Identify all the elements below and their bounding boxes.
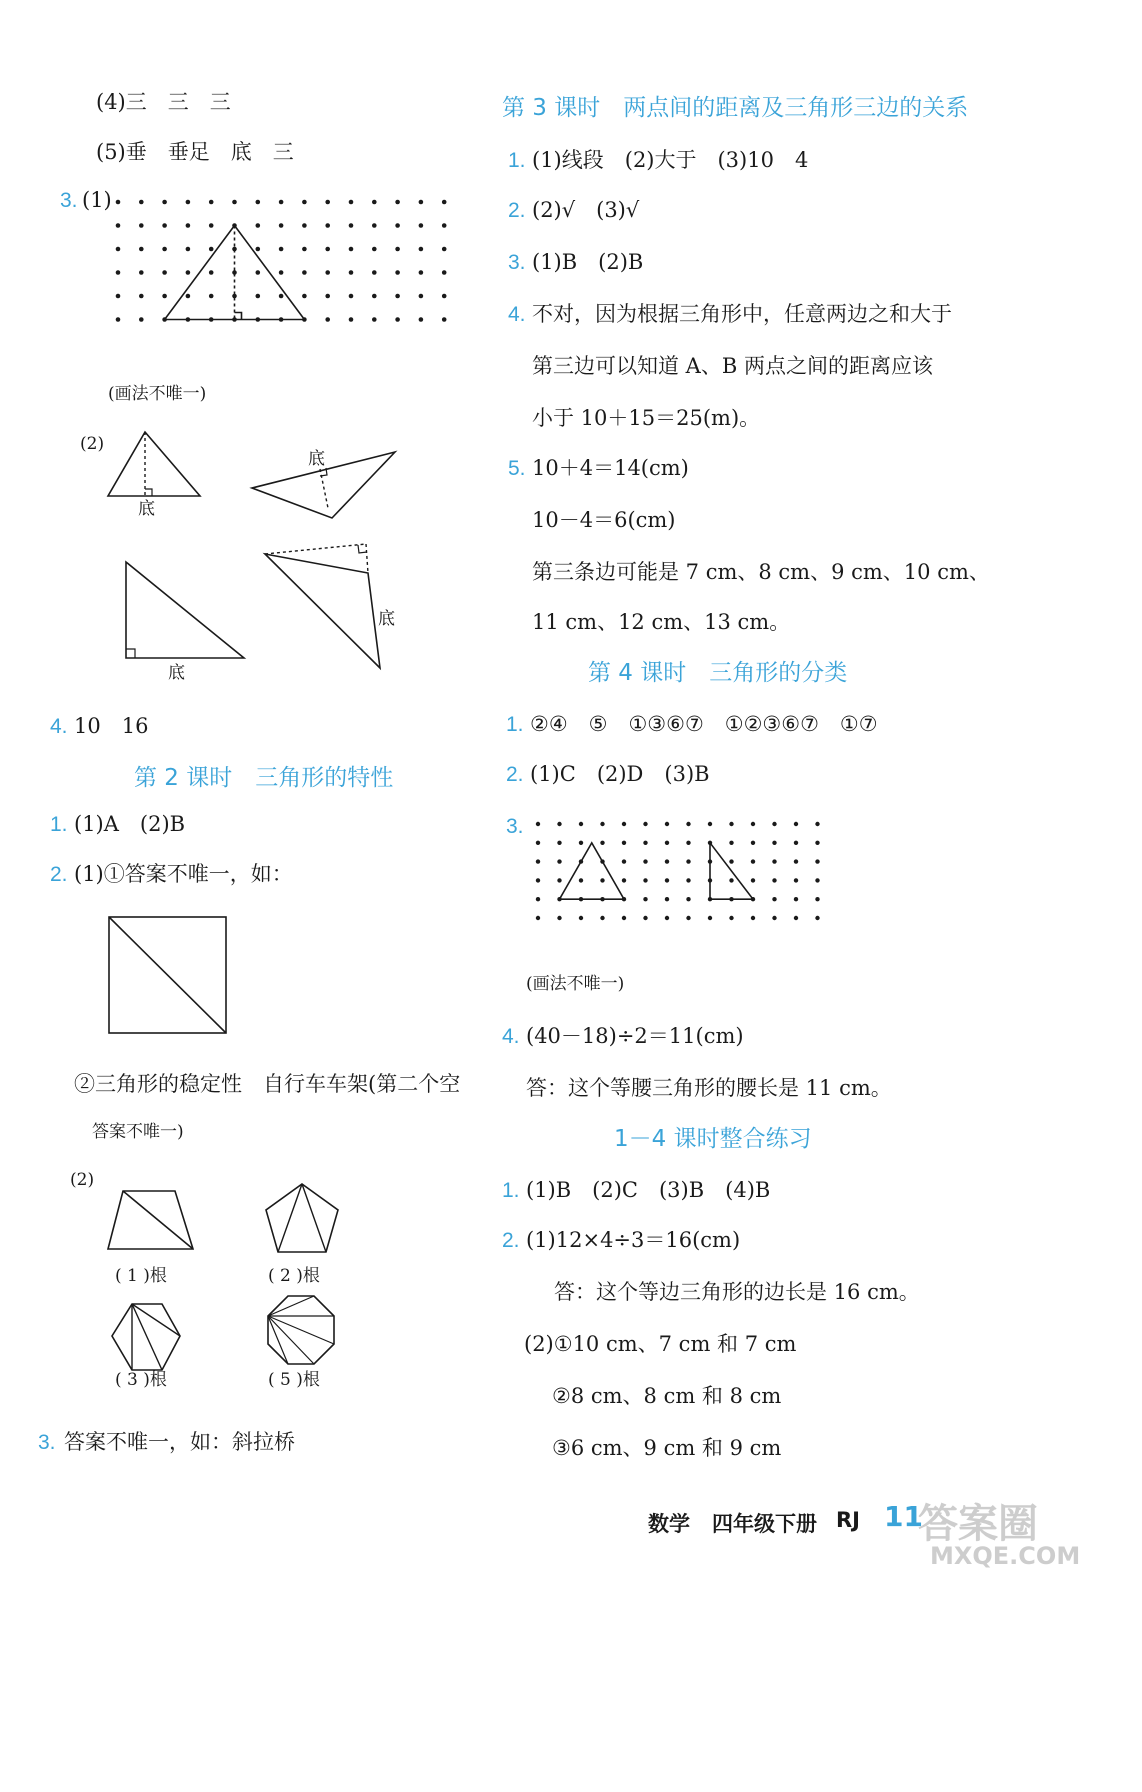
question-number: 2. bbox=[506, 763, 524, 786]
grid-dot bbox=[139, 247, 144, 252]
grid-dot bbox=[772, 822, 776, 826]
grid-dot bbox=[419, 317, 424, 322]
grid-dot bbox=[751, 859, 755, 863]
question-number: 1. bbox=[506, 713, 524, 736]
grid-dot bbox=[349, 247, 354, 252]
grid-dot bbox=[729, 859, 733, 863]
acute-triangle bbox=[560, 843, 625, 899]
grid-dot bbox=[579, 841, 583, 845]
grid-dot bbox=[419, 223, 424, 228]
grid-dot bbox=[325, 317, 330, 322]
answer-text: (1)B (2)B bbox=[532, 250, 644, 274]
answer-text: (2)①10 cm、7 cm 和 7 cm bbox=[524, 1332, 797, 1356]
answer-text: (40－18)÷2＝11(cm) bbox=[526, 1024, 744, 1048]
question-number: 3. bbox=[506, 815, 524, 838]
answer-text: 10－4＝6(cm) bbox=[532, 508, 676, 532]
grid-dot bbox=[643, 878, 647, 882]
grid-dot bbox=[729, 878, 733, 882]
grid-dot bbox=[209, 270, 214, 275]
footer-grade: 四年级下册 bbox=[712, 1512, 817, 1536]
grid-dot bbox=[442, 317, 447, 322]
grid-dot bbox=[665, 878, 669, 882]
grid-dot bbox=[442, 270, 447, 275]
grid-dot bbox=[815, 878, 819, 882]
answer-text: 小于 10＋15＝25(m)。 bbox=[532, 406, 761, 430]
grid-dot bbox=[815, 859, 819, 863]
grid-dot bbox=[372, 247, 377, 252]
grid-dot bbox=[665, 859, 669, 863]
answer-text: 答：这个等边三角形的边长是 16 cm。 bbox=[554, 1280, 920, 1304]
grid-dot bbox=[794, 859, 798, 863]
grid-dot bbox=[442, 200, 447, 205]
grid-dot bbox=[395, 200, 400, 205]
answer-text: (1)A (2)B bbox=[74, 812, 186, 836]
question-number: 3. bbox=[38, 1431, 56, 1454]
grid-dot bbox=[815, 897, 819, 901]
question-number: 4. bbox=[50, 715, 68, 738]
grid-dot bbox=[279, 294, 284, 299]
grid-dot bbox=[372, 270, 377, 275]
grid-dot bbox=[643, 841, 647, 845]
grid-dot bbox=[395, 247, 400, 252]
grid-dot bbox=[622, 878, 626, 882]
base-label: 底 bbox=[308, 449, 325, 469]
grid-dot bbox=[395, 294, 400, 299]
grid-dot bbox=[139, 270, 144, 275]
grid-dot bbox=[302, 247, 307, 252]
grid-dot bbox=[442, 247, 447, 252]
grid-dot bbox=[772, 916, 776, 920]
grid-dot bbox=[419, 294, 424, 299]
grid-dot bbox=[186, 200, 191, 205]
grid-dot bbox=[622, 841, 626, 845]
answer-text: ②三角形的稳定性 自行车车架(第二个空 bbox=[74, 1072, 461, 1096]
polygon-caption: ( 3 )根 bbox=[115, 1370, 167, 1390]
footer-edition: RJ bbox=[836, 1508, 860, 1532]
polygon-caption: ( 5 )根 bbox=[268, 1370, 320, 1390]
section-heading: 第 2 课时 三角形的特性 bbox=[134, 765, 394, 791]
footer-subject: 数学 bbox=[648, 1512, 690, 1536]
grid-dot bbox=[256, 200, 261, 205]
grid-dot bbox=[419, 270, 424, 275]
grid-dot bbox=[772, 859, 776, 863]
grid-dot bbox=[600, 878, 604, 882]
grid-dot bbox=[209, 247, 214, 252]
answer-text: 11 cm、12 cm、13 cm。 bbox=[532, 610, 791, 634]
answer-text: ③6 cm、9 cm 和 9 cm bbox=[552, 1436, 782, 1460]
grid-dot bbox=[349, 270, 354, 275]
polygon-caption: ( 1 )根 bbox=[115, 1266, 167, 1286]
grid-dot bbox=[372, 223, 377, 228]
grid-dot bbox=[794, 822, 798, 826]
grid-dot bbox=[536, 859, 540, 863]
grid-dot bbox=[139, 200, 144, 205]
answer-line-4: (4)三 三 三 bbox=[96, 90, 231, 114]
answer-text: ②8 cm、8 cm 和 8 cm bbox=[552, 1384, 782, 1408]
grid-dot bbox=[729, 916, 733, 920]
grid-dot bbox=[536, 822, 540, 826]
grid-dot bbox=[794, 897, 798, 901]
grid-dot bbox=[116, 270, 121, 275]
answer-text: 答案不唯一，如：斜拉桥 bbox=[64, 1430, 295, 1454]
grid-dot bbox=[256, 223, 261, 228]
answer-text: 不对，因为根据三角形中，任意两边之和大于 bbox=[532, 302, 952, 326]
grid-dot bbox=[419, 247, 424, 252]
grid-dot bbox=[162, 200, 167, 205]
question-number: 5. bbox=[508, 457, 526, 480]
sub-label: (1) bbox=[82, 188, 112, 212]
grid-dot bbox=[557, 841, 561, 845]
triangle-height-figure-4 bbox=[262, 540, 392, 675]
grid-dot bbox=[395, 317, 400, 322]
grid-dot bbox=[665, 916, 669, 920]
page-number: 11 bbox=[884, 1500, 923, 1533]
dot-grid-isosceles-triangle bbox=[112, 196, 452, 346]
grid-dot bbox=[349, 223, 354, 228]
grid-dot bbox=[372, 317, 377, 322]
grid-dot bbox=[302, 200, 307, 205]
question-number: 1. bbox=[502, 1179, 520, 1202]
grid-dot bbox=[139, 317, 144, 322]
grid-dot bbox=[325, 223, 330, 228]
grid-dot bbox=[622, 859, 626, 863]
grid-dot bbox=[686, 916, 690, 920]
grid-dot bbox=[729, 822, 733, 826]
grid-dot bbox=[643, 916, 647, 920]
grid-dot bbox=[794, 878, 798, 882]
answer-text: 第三边可以知道 A、B 两点之间的距离应该 bbox=[532, 354, 933, 378]
grid-dot bbox=[751, 916, 755, 920]
answer-line-5: (5)垂 垂足 底 三 bbox=[96, 140, 294, 164]
square-with-diagonal bbox=[108, 912, 233, 1037]
grid-dot bbox=[256, 247, 261, 252]
grid-dot bbox=[708, 916, 712, 920]
grid-dot bbox=[686, 859, 690, 863]
hexagon-with-diagonals bbox=[108, 1300, 198, 1380]
answer-text: 答案不唯一) bbox=[92, 1122, 184, 1142]
watermark-url: MXQE.COM bbox=[930, 1542, 1081, 1570]
answer-text: (1)12×4÷3＝16(cm) bbox=[526, 1228, 741, 1252]
grid-dot bbox=[772, 841, 776, 845]
grid-dot bbox=[186, 270, 191, 275]
answer-text: 答：这个等腰三角形的腰长是 11 cm。 bbox=[526, 1076, 892, 1100]
grid-dot bbox=[557, 878, 561, 882]
grid-dot bbox=[349, 294, 354, 299]
answer-text: 10＋4＝14(cm) bbox=[532, 456, 689, 480]
grid-dot bbox=[579, 878, 583, 882]
answer-text: (1)线段 (2)大于 (3)10 4 bbox=[532, 148, 809, 172]
grid-dot bbox=[751, 841, 755, 845]
grid-dot bbox=[665, 841, 669, 845]
grid-dot bbox=[116, 223, 121, 228]
question-number: 4. bbox=[508, 303, 526, 326]
grid-dot bbox=[372, 200, 377, 205]
question-number: 2. bbox=[50, 863, 68, 886]
grid-dot bbox=[442, 294, 447, 299]
grid-dot bbox=[349, 317, 354, 322]
grid-dot bbox=[209, 200, 214, 205]
question-number: 2. bbox=[508, 199, 526, 222]
question-number: 3. bbox=[508, 251, 526, 274]
grid-dot bbox=[665, 822, 669, 826]
grid-dot bbox=[116, 200, 121, 205]
grid-dot bbox=[708, 822, 712, 826]
grid-dot bbox=[279, 270, 284, 275]
answer-text: (1)①答案不唯一，如： bbox=[74, 862, 293, 886]
grid-dot bbox=[686, 878, 690, 882]
section-heading: 第 4 课时 三角形的分类 bbox=[588, 660, 848, 686]
grid-dot bbox=[372, 294, 377, 299]
question-number: 3. bbox=[60, 189, 78, 212]
grid-dot bbox=[643, 897, 647, 901]
grid-dot bbox=[686, 897, 690, 901]
sub-label: (2) bbox=[70, 1170, 95, 1190]
grid-dot bbox=[116, 317, 121, 322]
grid-dot bbox=[139, 294, 144, 299]
answer-text: (2)√ (3)√ bbox=[532, 198, 640, 222]
grid-dot bbox=[256, 270, 261, 275]
triangle-height-figure-1 bbox=[105, 430, 215, 520]
grid-dot bbox=[209, 294, 214, 299]
grid-dot bbox=[186, 247, 191, 252]
triangle-height-figure-2 bbox=[250, 448, 410, 528]
grid-dot bbox=[536, 878, 540, 882]
grid-dot bbox=[772, 878, 776, 882]
answer-text: 10 16 bbox=[74, 714, 149, 738]
answer-text: 第三条边可能是 7 cm、8 cm、9 cm、10 cm、 bbox=[532, 560, 990, 584]
sub-label: (2) bbox=[80, 434, 105, 454]
grid-dot bbox=[442, 223, 447, 228]
triangle-height-figure-3 bbox=[122, 560, 252, 670]
polygon-caption: ( 2 )根 bbox=[268, 1266, 320, 1286]
grid-dot bbox=[186, 223, 191, 228]
grid-dot bbox=[116, 294, 121, 299]
question-number: 1. bbox=[50, 813, 68, 836]
base-label: 底 bbox=[168, 663, 185, 683]
grid-dot bbox=[162, 247, 167, 252]
grid-dot bbox=[536, 841, 540, 845]
grid-dot bbox=[325, 294, 330, 299]
grid-dot bbox=[302, 270, 307, 275]
grid-dot bbox=[622, 822, 626, 826]
grid-dot bbox=[815, 841, 819, 845]
grid-dot bbox=[536, 916, 540, 920]
watermark-logo: 答案圈 bbox=[918, 1501, 1038, 1547]
grid-dot bbox=[279, 247, 284, 252]
grid-dot bbox=[600, 916, 604, 920]
grid-dot bbox=[600, 822, 604, 826]
grid-dot bbox=[349, 200, 354, 205]
grid-dot bbox=[395, 223, 400, 228]
grid-dot bbox=[643, 822, 647, 826]
octagon-with-diagonals bbox=[262, 1292, 352, 1382]
grid-dot bbox=[622, 916, 626, 920]
grid-dot bbox=[302, 294, 307, 299]
section-heading: 1－4 课时整合练习 bbox=[614, 1126, 812, 1152]
grid-dot bbox=[256, 294, 261, 299]
grid-dot bbox=[325, 200, 330, 205]
answer-text: (1)B (2)C (3)B (4)B bbox=[526, 1178, 771, 1202]
note-drawing-not-unique: (画法不唯一) bbox=[526, 974, 625, 994]
grid-dot bbox=[579, 822, 583, 826]
dot-grid-triangles bbox=[534, 820, 834, 940]
answer-text: ②④ ⑤ ①③⑥⑦ ①②③⑥⑦ ①⑦ bbox=[530, 712, 878, 736]
base-label: 底 bbox=[138, 499, 155, 519]
question-number: 1. bbox=[508, 149, 526, 172]
grid-dot bbox=[139, 223, 144, 228]
grid-dot bbox=[557, 916, 561, 920]
grid-dot bbox=[232, 200, 237, 205]
grid-dot bbox=[751, 822, 755, 826]
grid-dot bbox=[325, 247, 330, 252]
answer-text: (1)C (2)D (3)B bbox=[530, 762, 710, 786]
grid-dot bbox=[302, 223, 307, 228]
grid-dot bbox=[751, 878, 755, 882]
question-number: 4. bbox=[502, 1025, 520, 1048]
grid-dot bbox=[557, 859, 561, 863]
grid-dot bbox=[643, 859, 647, 863]
grid-dot bbox=[579, 916, 583, 920]
grid-dot bbox=[600, 841, 604, 845]
grid-dot bbox=[794, 841, 798, 845]
grid-dot bbox=[419, 200, 424, 205]
pentagon-with-diagonals bbox=[262, 1180, 352, 1260]
grid-dot bbox=[279, 223, 284, 228]
grid-dot bbox=[815, 916, 819, 920]
grid-dot bbox=[162, 294, 167, 299]
question-number: 2. bbox=[502, 1229, 520, 1252]
grid-dot bbox=[794, 916, 798, 920]
grid-dot bbox=[116, 247, 121, 252]
grid-dot bbox=[162, 270, 167, 275]
trapezoid-with-diagonal bbox=[105, 1188, 205, 1258]
grid-dot bbox=[162, 223, 167, 228]
grid-dot bbox=[686, 822, 690, 826]
grid-dot bbox=[557, 822, 561, 826]
grid-dot bbox=[772, 897, 776, 901]
grid-dot bbox=[209, 223, 214, 228]
grid-dot bbox=[665, 897, 669, 901]
grid-dot bbox=[536, 897, 540, 901]
note-drawing-not-unique: (画法不唯一) bbox=[108, 384, 207, 404]
grid-dot bbox=[279, 200, 284, 205]
grid-dot bbox=[325, 270, 330, 275]
section-heading: 第 3 课时 两点间的距离及三角形三边的关系 bbox=[502, 95, 969, 121]
grid-dot bbox=[729, 841, 733, 845]
grid-dot bbox=[186, 294, 191, 299]
base-label: 底 bbox=[378, 609, 395, 629]
grid-dot bbox=[395, 270, 400, 275]
grid-dot bbox=[815, 822, 819, 826]
grid-dot bbox=[686, 841, 690, 845]
right-triangle bbox=[710, 843, 753, 899]
